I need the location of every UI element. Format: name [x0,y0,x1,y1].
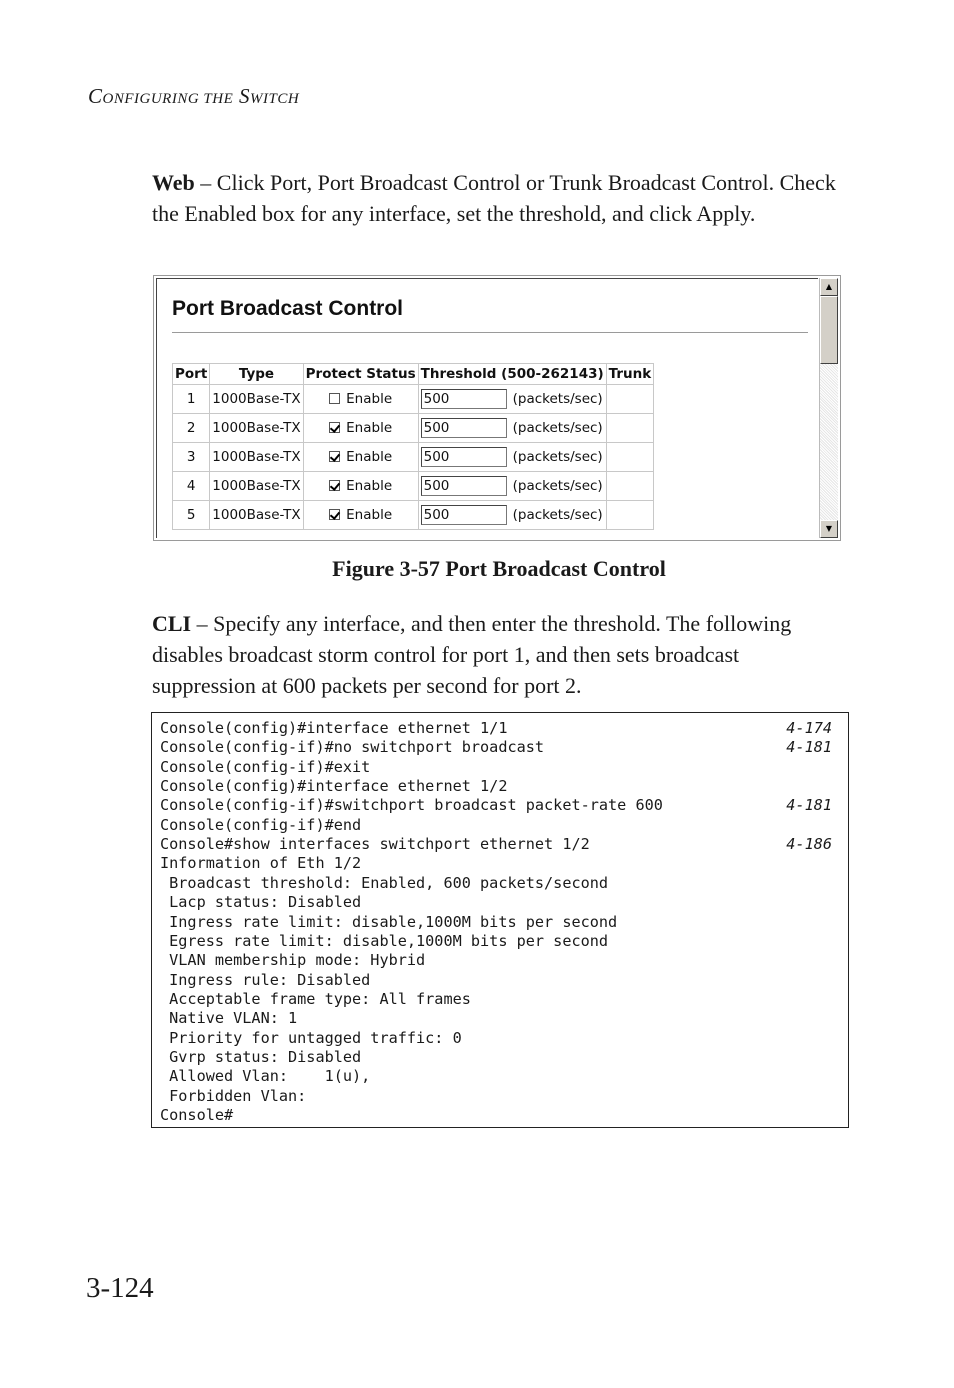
code-line: Gvrp status: Disabled [160,1047,362,1066]
threshold-unit: (packets/sec) [512,449,603,465]
type-cell: 1000Base-TX [210,472,302,500]
port-cell: 2 [173,414,209,442]
trunk-cell [607,443,654,471]
header-rest-2: WITCH [250,91,300,107]
threshold-unit: (packets/sec) [512,478,603,494]
threshold-input[interactable]: 500 [421,476,507,496]
cli-text: – Specify any interface, and then enter the threshold. The following disables broadcast storm control for port 1, and then sets broadcast suppression at 600 packets per second for port 2. [152,611,792,698]
threshold-input[interactable]: 500 [421,447,507,467]
port-cell: 4 [173,472,209,500]
protect-status-cell [304,385,418,413]
code-line: Console(config-if)#end [160,815,362,834]
code-line: Ingress rule: Disabled [160,970,371,989]
port-cell: 3 [173,443,209,471]
code-line: Console(config)#interface ethernet 1/1 [160,719,508,737]
enable-label: Enable [346,420,393,436]
code-line: Console(config-if)#exit [160,757,371,776]
enable-checkbox[interactable] [329,480,340,491]
code-line: Console#show interfaces switchport ethernet 1/2 [160,835,590,854]
column-header-threshold: Threshold (500-262143) [420,366,604,382]
protect-status-cell [304,501,418,529]
type-cell: 1000Base-TX [210,414,302,442]
figure-caption: Figure 3-57 Port Broadcast Control [332,556,666,581]
threshold-input[interactable]: 500 [421,505,507,525]
port-broadcast-control-screenshot [153,275,841,541]
trunk-cell [607,385,654,413]
cli-label: CLI [152,611,192,636]
vertical-scrollbar[interactable] [819,278,838,538]
port-broadcast-table [172,363,654,530]
enable-label: Enable [346,449,393,465]
table-row [173,472,653,500]
enable-checkbox[interactable] [329,393,340,404]
enable-checkbox[interactable] [329,451,340,462]
code-line: Acceptable frame type: All frames [160,989,471,1008]
column-header-type: Type [210,364,302,384]
scroll-down-arrow-icon[interactable]: ▼ [820,520,838,538]
screenshot-frame [156,278,818,538]
column-header-protect-status: Protect Status [305,366,416,382]
header-initial-2: S [239,84,251,108]
running-header [88,84,299,109]
enable-label: Enable [346,507,393,523]
command-page-reference: 4-181 [786,738,832,757]
protect-status-cell [304,472,418,500]
code-line: Console(config-if)#switchport broadcast packet-rate 600 [160,796,663,815]
code-line: Information of Eth 1/2 [160,854,362,873]
header-rest-1: ONFIGURING THE [102,91,234,107]
code-line: Egress rate limit: disable,1000M bits per second [160,931,609,950]
code-line: Ingress rate limit: disable,1000M bits per second [160,912,618,931]
code-line: Console(config)#interface ethernet 1/2 [160,777,508,796]
table-header-row [173,364,653,384]
command-page-reference: 4-181 [786,796,832,815]
enable-checkbox[interactable] [329,422,340,433]
trunk-cell [607,414,654,442]
column-header-trunk: Trunk [608,366,652,382]
threshold-input[interactable]: 500 [421,389,507,409]
scroll-up-arrow-icon[interactable]: ▲ [820,278,838,296]
code-line: Native VLAN: 1 [160,1009,298,1028]
threshold-cell [419,501,606,529]
code-line: Console(config-if)#no switchport broadcast [160,738,545,757]
port-cell: 1 [173,385,209,413]
table-row [173,385,653,413]
command-page-reference: 4-174 [786,719,832,737]
threshold-unit: (packets/sec) [512,420,603,436]
web-label: Web [152,170,195,195]
web-text: – Click Port, Port Broadcast Control or Trunk Broadcast Control. Check the Enabled box for any interface, set the threshold, and click Apply. [152,170,836,226]
code-line: Console# [160,1106,234,1124]
port-cell: 5 [173,501,209,529]
threshold-cell [419,385,606,413]
code-line: VLAN membership mode: Hybrid [160,951,426,970]
threshold-unit: (packets/sec) [512,507,603,523]
protect-status-cell [304,443,418,471]
scrollbar-thumb[interactable] [820,296,838,364]
cli-code-block [151,712,849,1128]
title-divider [172,332,808,333]
screenshot-title: Port Broadcast Control [172,297,404,320]
code-line: Forbidden Vlan: [160,1086,307,1105]
threshold-cell [419,472,606,500]
type-cell: 1000Base-TX [210,443,302,471]
threshold-input[interactable]: 500 [421,418,507,438]
threshold-unit: (packets/sec) [512,391,603,407]
header-initial-1: C [88,84,103,108]
cli-paragraph [152,608,842,701]
page-number: 3-124 [86,1272,154,1304]
enable-checkbox[interactable] [329,509,340,520]
enable-label: Enable [346,391,393,407]
threshold-cell [419,443,606,471]
command-page-reference: 4-186 [786,835,832,854]
protect-status-cell [304,414,418,442]
table-row [173,501,653,529]
trunk-cell [607,472,654,500]
threshold-cell [419,414,606,442]
type-cell: 1000Base-TX [210,385,302,413]
code-line: Broadcast threshold: Enabled, 600 packets/second [160,873,609,892]
trunk-cell [607,501,654,529]
code-line: Allowed Vlan: 1(u), [160,1067,371,1086]
enable-label: Enable [346,478,393,494]
web-paragraph [152,167,842,229]
type-cell: 1000Base-TX [210,501,302,529]
code-line: Priority for untagged traffic: 0 [160,1028,462,1047]
code-line: Lacp status: Disabled [160,893,362,912]
column-header-port: Port [175,366,208,382]
table-row [173,414,653,442]
table-row [173,443,653,471]
